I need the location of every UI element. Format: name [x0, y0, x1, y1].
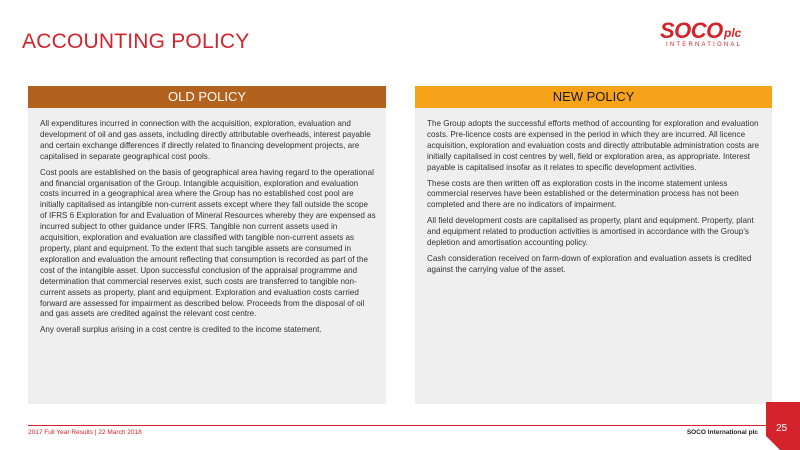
new-policy-paragraph: Cash consideration received on farm-down of exploration and evaluation assets is credited against the carrying value of the asset. [427, 253, 752, 274]
old-policy-header: OLD POLICY [28, 86, 386, 108]
new-policy-paragraph: These costs are then written off as exploration costs in the income statement unless commercial reserves have been established or the determination process has not been completed and there are no indicators of impairment. [427, 178, 739, 210]
soco-logo [660, 18, 780, 58]
footer-divider [28, 425, 770, 426]
old-policy-paragraph: All expenditures incurred in connection with the acquisition, exploration, evaluation and development of oil and gas assets, including directly attributable overheads, interest payable and certain exchange differences if directly related to financing development projects, are capitalised in separate geographical cost pools. [40, 119, 371, 161]
footer-company: SOCO International plc [686, 429, 758, 436]
slide-title: ACCOUNTING POLICY [22, 30, 250, 53]
new-policy-panel [415, 86, 772, 404]
old-policy-body [28, 108, 386, 336]
logo-wordmark: SOCO [660, 18, 723, 43]
logo-suffix: plc [724, 26, 742, 40]
footer-event-date: 2017 Full Year Results | 22 March 2018 [28, 429, 142, 436]
new-policy-paragraph: The Group adopts the successful efforts method of accounting for exploration and evaluation costs. Pre-licence costs are expensed in the period in which they are incurred. All licence acquisition, exploration and evaluation costs and directly attributable administration costs are initially capitalised in cost centres by well, field or exploration area, as appropriate. Interest payable is capitalised insofar as it relates to specific development activities. [427, 119, 760, 172]
new-policy-body [415, 108, 772, 276]
old-policy-paragraph: Any overall surplus arising in a cost centre is credited to the income statement. [40, 325, 322, 335]
page-number: 25 [776, 423, 788, 434]
new-policy-paragraph: All field development costs are capitalised as property, plant and equipment. Property, plant and equipment related to production activities is amortised in accordance with the Group’s depletion and amortisation accounting policy. [427, 216, 754, 248]
logo-subtitle: INTERNATIONAL [666, 42, 743, 48]
old-policy-panel [28, 86, 386, 404]
old-policy-paragraph: Cost pools are established on the basis of geographical area having regard to the operational and financial organisation of the Group. Intangible acquisition, exploration and evaluation costs incurred in a geographical area where the Group has no established cost pool are initially capitalised as intangible non-current assets except where they fall outside the scope of IFRS 6 Exploration for and Evaluation of Mineral Resources whereby they are expensed as incurred subject to other guidance under IFRS. Tangible non current assets used in acquisition, exploration and evaluation are classified with tangible non-current assets as property, plant and equipment. To the extent that such tangible assets are consumed in exploration and evaluation the amount reflecting that consumption is recorded as part of the cost of the intangible asset. Upon successful conclusion of the appraisal programme and determination that commercial reserves exist, such costs are transferred to tangible non-current assets as property, plant and equipment. Exploration and evaluation costs carried forward are assessed for impairment as described below. Proceeds from the disposal of oil and gas assets are credited against the relevant cost centre. [40, 167, 376, 319]
new-policy-header: NEW POLICY [415, 86, 772, 108]
